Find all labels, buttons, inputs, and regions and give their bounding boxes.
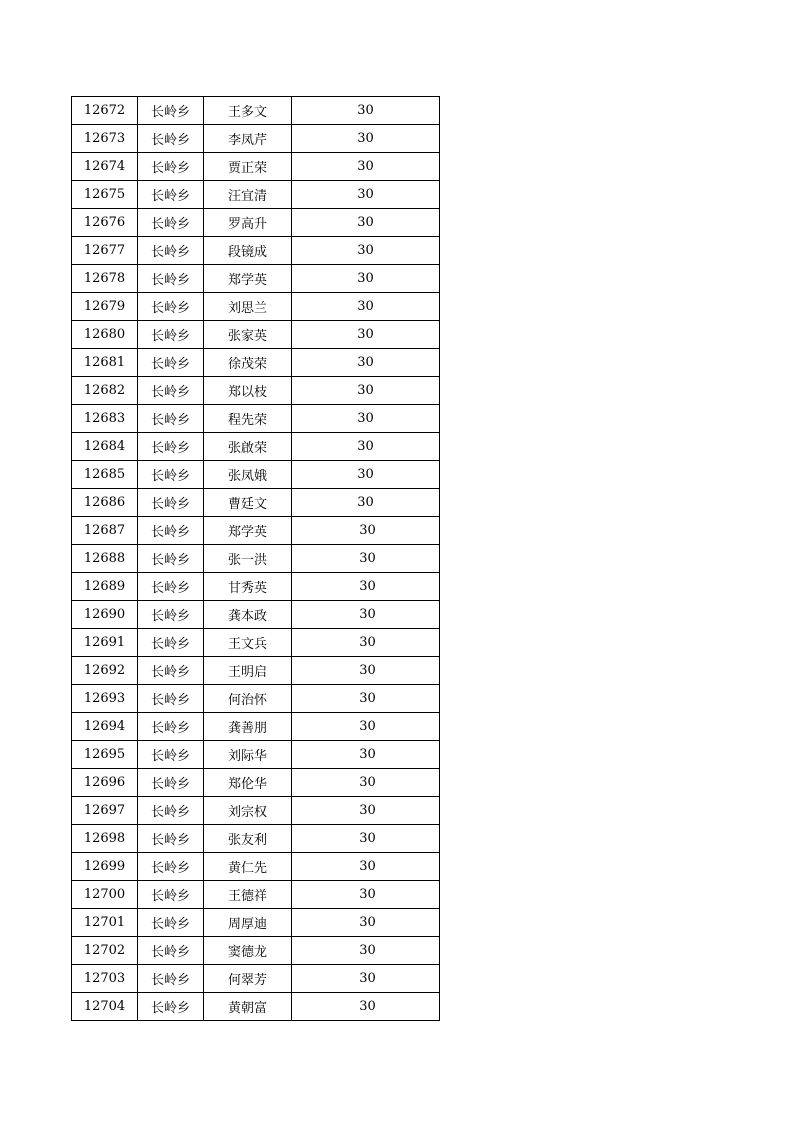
amount-cell: 30 bbox=[292, 517, 440, 545]
table-row bbox=[72, 97, 440, 125]
amount-cell: 30 bbox=[292, 573, 440, 601]
row-id-cell: 12683 bbox=[72, 405, 138, 433]
row-id-cell: 12697 bbox=[72, 797, 138, 825]
person-name-cell: 贾正荣 bbox=[204, 153, 292, 181]
person-name-cell: 何治怀 bbox=[204, 685, 292, 713]
amount-cell: 30 bbox=[292, 489, 440, 517]
town-cell: 长岭乡 bbox=[138, 237, 204, 265]
town-cell: 长岭乡 bbox=[138, 853, 204, 881]
row-id-cell: 12696 bbox=[72, 769, 138, 797]
town-cell: 长岭乡 bbox=[138, 573, 204, 601]
amount-cell: 30 bbox=[292, 209, 440, 237]
person-name-cell: 黄朝富 bbox=[204, 993, 292, 1021]
table-row bbox=[72, 629, 440, 657]
amount-cell: 30 bbox=[292, 125, 440, 153]
row-id-cell: 12688 bbox=[72, 545, 138, 573]
row-id-cell: 12700 bbox=[72, 881, 138, 909]
row-id-cell: 12686 bbox=[72, 489, 138, 517]
person-name-cell: 窦德龙 bbox=[204, 937, 292, 965]
town-cell: 长岭乡 bbox=[138, 993, 204, 1021]
town-cell: 长岭乡 bbox=[138, 97, 204, 125]
amount-cell: 30 bbox=[292, 433, 440, 461]
table-row bbox=[72, 237, 440, 265]
town-cell: 长岭乡 bbox=[138, 181, 204, 209]
town-cell: 长岭乡 bbox=[138, 125, 204, 153]
person-name-cell: 徐茂荣 bbox=[204, 349, 292, 377]
amount-cell: 30 bbox=[292, 405, 440, 433]
town-cell: 长岭乡 bbox=[138, 209, 204, 237]
person-name-cell: 张一洪 bbox=[204, 545, 292, 573]
town-cell: 长岭乡 bbox=[138, 741, 204, 769]
person-name-cell: 罗高升 bbox=[204, 209, 292, 237]
table-row bbox=[72, 601, 440, 629]
table-body bbox=[72, 97, 440, 1021]
amount-cell: 30 bbox=[292, 937, 440, 965]
table-row bbox=[72, 825, 440, 853]
town-cell: 长岭乡 bbox=[138, 685, 204, 713]
town-cell: 长岭乡 bbox=[138, 657, 204, 685]
table-row bbox=[72, 769, 440, 797]
person-name-cell: 何翠芳 bbox=[204, 965, 292, 993]
row-id-cell: 12699 bbox=[72, 853, 138, 881]
amount-cell: 30 bbox=[292, 153, 440, 181]
table-row bbox=[72, 573, 440, 601]
amount-cell: 30 bbox=[292, 965, 440, 993]
person-name-cell: 黄仁先 bbox=[204, 853, 292, 881]
row-id-cell: 12684 bbox=[72, 433, 138, 461]
table-row bbox=[72, 265, 440, 293]
row-id-cell: 12698 bbox=[72, 825, 138, 853]
person-name-cell: 郑学英 bbox=[204, 517, 292, 545]
table-row bbox=[72, 461, 440, 489]
person-name-cell: 王德祥 bbox=[204, 881, 292, 909]
table-row bbox=[72, 321, 440, 349]
person-name-cell: 龚善朋 bbox=[204, 713, 292, 741]
town-cell: 长岭乡 bbox=[138, 797, 204, 825]
town-cell: 长岭乡 bbox=[138, 769, 204, 797]
amount-cell: 30 bbox=[292, 853, 440, 881]
row-id-cell: 12679 bbox=[72, 293, 138, 321]
person-name-cell: 王多文 bbox=[204, 97, 292, 125]
table-row bbox=[72, 741, 440, 769]
amount-cell: 30 bbox=[292, 797, 440, 825]
table-row bbox=[72, 881, 440, 909]
amount-cell: 30 bbox=[292, 629, 440, 657]
row-id-cell: 12694 bbox=[72, 713, 138, 741]
amount-cell: 30 bbox=[292, 321, 440, 349]
table-row bbox=[72, 909, 440, 937]
person-name-cell: 郑学英 bbox=[204, 265, 292, 293]
row-id-cell: 12703 bbox=[72, 965, 138, 993]
table-row bbox=[72, 181, 440, 209]
town-cell: 长岭乡 bbox=[138, 517, 204, 545]
town-cell: 长岭乡 bbox=[138, 909, 204, 937]
amount-cell: 30 bbox=[292, 881, 440, 909]
row-id-cell: 12674 bbox=[72, 153, 138, 181]
data-table bbox=[71, 96, 440, 1021]
table-row bbox=[72, 965, 440, 993]
person-name-cell: 张家英 bbox=[204, 321, 292, 349]
table-row bbox=[72, 433, 440, 461]
row-id-cell: 12678 bbox=[72, 265, 138, 293]
town-cell: 长岭乡 bbox=[138, 265, 204, 293]
amount-cell: 30 bbox=[292, 601, 440, 629]
amount-cell: 30 bbox=[292, 237, 440, 265]
person-name-cell: 王明启 bbox=[204, 657, 292, 685]
row-id-cell: 12701 bbox=[72, 909, 138, 937]
town-cell: 长岭乡 bbox=[138, 965, 204, 993]
row-id-cell: 12682 bbox=[72, 377, 138, 405]
row-id-cell: 12687 bbox=[72, 517, 138, 545]
row-id-cell: 12675 bbox=[72, 181, 138, 209]
amount-cell: 30 bbox=[292, 265, 440, 293]
table-row bbox=[72, 405, 440, 433]
table-row bbox=[72, 349, 440, 377]
amount-cell: 30 bbox=[292, 293, 440, 321]
person-name-cell: 郑伦华 bbox=[204, 769, 292, 797]
town-cell: 长岭乡 bbox=[138, 293, 204, 321]
row-id-cell: 12672 bbox=[72, 97, 138, 125]
town-cell: 长岭乡 bbox=[138, 433, 204, 461]
row-id-cell: 12681 bbox=[72, 349, 138, 377]
town-cell: 长岭乡 bbox=[138, 349, 204, 377]
amount-cell: 30 bbox=[292, 97, 440, 125]
person-name-cell: 王文兵 bbox=[204, 629, 292, 657]
person-name-cell: 张友利 bbox=[204, 825, 292, 853]
town-cell: 长岭乡 bbox=[138, 153, 204, 181]
row-id-cell: 12695 bbox=[72, 741, 138, 769]
table-row bbox=[72, 293, 440, 321]
amount-cell: 30 bbox=[292, 993, 440, 1021]
town-cell: 长岭乡 bbox=[138, 601, 204, 629]
table-row bbox=[72, 489, 440, 517]
person-name-cell: 郑以枝 bbox=[204, 377, 292, 405]
person-name-cell: 刘际华 bbox=[204, 741, 292, 769]
town-cell: 长岭乡 bbox=[138, 377, 204, 405]
town-cell: 长岭乡 bbox=[138, 405, 204, 433]
amount-cell: 30 bbox=[292, 909, 440, 937]
amount-cell: 30 bbox=[292, 741, 440, 769]
amount-cell: 30 bbox=[292, 825, 440, 853]
person-name-cell: 龚本政 bbox=[204, 601, 292, 629]
person-name-cell: 汪宜清 bbox=[204, 181, 292, 209]
amount-cell: 30 bbox=[292, 769, 440, 797]
town-cell: 长岭乡 bbox=[138, 461, 204, 489]
town-cell: 长岭乡 bbox=[138, 825, 204, 853]
table-row bbox=[72, 125, 440, 153]
row-id-cell: 12704 bbox=[72, 993, 138, 1021]
row-id-cell: 12689 bbox=[72, 573, 138, 601]
town-cell: 长岭乡 bbox=[138, 881, 204, 909]
row-id-cell: 12690 bbox=[72, 601, 138, 629]
town-cell: 长岭乡 bbox=[138, 713, 204, 741]
table-row bbox=[72, 153, 440, 181]
table-row bbox=[72, 545, 440, 573]
amount-cell: 30 bbox=[292, 349, 440, 377]
person-name-cell: 刘思兰 bbox=[204, 293, 292, 321]
table-row bbox=[72, 209, 440, 237]
person-name-cell: 曹廷文 bbox=[204, 489, 292, 517]
person-name-cell: 周厚迪 bbox=[204, 909, 292, 937]
amount-cell: 30 bbox=[292, 685, 440, 713]
row-id-cell: 12693 bbox=[72, 685, 138, 713]
town-cell: 长岭乡 bbox=[138, 629, 204, 657]
row-id-cell: 12676 bbox=[72, 209, 138, 237]
row-id-cell: 12677 bbox=[72, 237, 138, 265]
table-row bbox=[72, 937, 440, 965]
row-id-cell: 12692 bbox=[72, 657, 138, 685]
row-id-cell: 12673 bbox=[72, 125, 138, 153]
person-name-cell: 张凤娥 bbox=[204, 461, 292, 489]
amount-cell: 30 bbox=[292, 545, 440, 573]
person-name-cell: 段镜成 bbox=[204, 237, 292, 265]
person-name-cell: 张啟荣 bbox=[204, 433, 292, 461]
amount-cell: 30 bbox=[292, 181, 440, 209]
row-id-cell: 12680 bbox=[72, 321, 138, 349]
table-row bbox=[72, 517, 440, 545]
town-cell: 长岭乡 bbox=[138, 489, 204, 517]
town-cell: 长岭乡 bbox=[138, 545, 204, 573]
row-id-cell: 12685 bbox=[72, 461, 138, 489]
person-name-cell: 甘秀英 bbox=[204, 573, 292, 601]
town-cell: 长岭乡 bbox=[138, 321, 204, 349]
person-name-cell: 李凤芹 bbox=[204, 125, 292, 153]
table-row bbox=[72, 657, 440, 685]
town-cell: 长岭乡 bbox=[138, 937, 204, 965]
amount-cell: 30 bbox=[292, 713, 440, 741]
table-row bbox=[72, 713, 440, 741]
table-row bbox=[72, 797, 440, 825]
row-id-cell: 12702 bbox=[72, 937, 138, 965]
table-row bbox=[72, 853, 440, 881]
person-name-cell: 程先荣 bbox=[204, 405, 292, 433]
person-name-cell: 刘宗权 bbox=[204, 797, 292, 825]
table-row bbox=[72, 377, 440, 405]
amount-cell: 30 bbox=[292, 461, 440, 489]
table-row bbox=[72, 993, 440, 1021]
amount-cell: 30 bbox=[292, 657, 440, 685]
amount-cell: 30 bbox=[292, 377, 440, 405]
table-row bbox=[72, 685, 440, 713]
row-id-cell: 12691 bbox=[72, 629, 138, 657]
